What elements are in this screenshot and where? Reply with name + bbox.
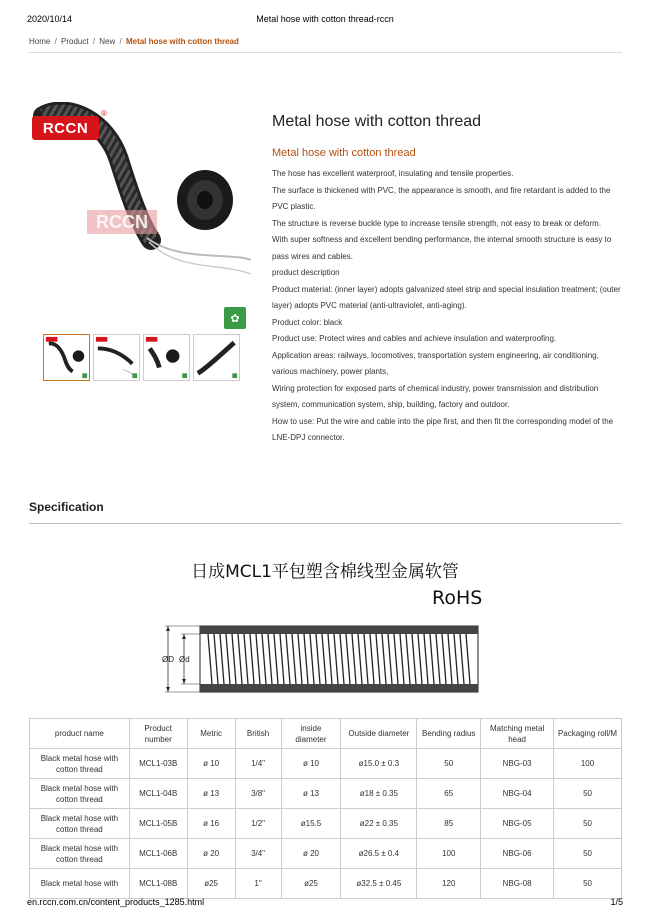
breadcrumb-home[interactable]: Home	[29, 37, 51, 46]
description-line: With super softness and excellent bending performance, the internal smooth structure is easy to pass wires and cables.	[272, 235, 612, 261]
svg-text:RCCN: RCCN	[96, 212, 148, 232]
table-cell: 50	[417, 749, 481, 779]
table-cell: MCL1-06B	[129, 839, 187, 869]
table-cell: Black metal hose with cotton thread	[30, 749, 130, 779]
description-line: Product use: Protect wires and cables and achieve insulation and waterproofing.	[272, 334, 557, 343]
table-cell: ø25	[281, 869, 341, 899]
column-header: Outside diameter	[341, 719, 417, 749]
description-line: The surface is thickened with PVC, the appearance is smooth, and fire retardant is added to the PVC plastic.	[272, 185, 611, 211]
product-subtitle: Metal hose with cotton thread	[272, 147, 416, 159]
table-row	[30, 869, 622, 899]
table-cell: ø15.5	[281, 809, 341, 839]
thumbnail-strip	[43, 334, 240, 381]
outer-diameter-label: ØD	[162, 655, 174, 664]
thumbnail-hose-icon	[144, 335, 189, 380]
table-cell: ø 10	[281, 749, 341, 779]
table-cell: NBG-03	[481, 749, 554, 779]
breadcrumb-new[interactable]: New	[99, 37, 116, 46]
description-line: How to use: Put the wire and cable into the pipe first, and then fit the corresponding model of the LNE-DPJ connector.	[272, 416, 614, 442]
table-cell: 100	[417, 839, 481, 869]
registered-mark: ®	[101, 109, 107, 118]
print-footer	[27, 897, 623, 907]
breadcrumb-current: Metal hose with cotton thread	[125, 37, 239, 46]
column-header: Product number	[129, 719, 187, 749]
table-cell: Black metal hose with cotton thread	[30, 779, 130, 809]
table-cell: NBG-06	[481, 839, 554, 869]
table-cell: 3/8"	[235, 779, 281, 809]
table-cell: Black metal hose with	[30, 869, 130, 899]
thumbnail-2[interactable]	[93, 334, 140, 381]
table-cell: ø22 ± 0.35	[341, 809, 417, 839]
table-cell: ø32.5 ± 0.45	[341, 869, 417, 899]
description-line: Product color: black	[272, 317, 343, 327]
breadcrumb: Home / Product / New / Metal hose with cotton thread	[29, 37, 239, 46]
table-row	[30, 839, 622, 869]
print-header	[0, 14, 650, 28]
specification-heading: Specification	[29, 500, 104, 514]
table-cell: NBG-05	[481, 809, 554, 839]
table-cell: 120	[417, 869, 481, 899]
print-url: en.rccn.com.cn/content_products_1285.html	[27, 897, 205, 907]
table-cell: ø 20	[281, 839, 341, 869]
product-info	[272, 112, 624, 447]
column-header: Matching metal head	[481, 719, 554, 749]
table-cell: ø18 ± 0.35	[341, 779, 417, 809]
table-cell: MCL1-04B	[129, 779, 187, 809]
table-cell: Black metal hose with cotton thread	[30, 809, 130, 839]
table-cell: ø 16	[187, 809, 235, 839]
table-cell: ø 13	[281, 779, 341, 809]
table-header-row	[30, 719, 622, 749]
brand-logo-text: RCCN	[42, 119, 89, 137]
table-cell: 85	[417, 809, 481, 839]
column-header: British	[235, 719, 281, 749]
thumbnail-4[interactable]	[193, 334, 240, 381]
product-title: Metal hose with cotton thread	[272, 113, 482, 130]
column-header: Bending radius	[417, 719, 481, 749]
table-cell: MCL1-05B	[129, 809, 187, 839]
table-cell: ø15.0 ± 0.3	[341, 749, 417, 779]
thumbnail-hose-icon	[94, 335, 139, 380]
table-cell: 1"	[235, 869, 281, 899]
breadcrumb-product[interactable]: Product	[61, 37, 89, 46]
description-line: product description	[272, 268, 340, 277]
description-line: The hose has excellent waterproof, insulating and tensile properties.	[272, 169, 514, 178]
print-date: 2020/10/14	[27, 14, 73, 24]
thumbnail-hose-icon	[44, 335, 89, 380]
inner-diameter-label: Ød	[179, 655, 190, 664]
description-line: Product material: (inner layer) adopts galvanized steel strip and special insulation treatment; (outer layer) adopts PVC material (anti-ultraviolet, anti-aging).	[272, 284, 621, 310]
hose-technical-drawing	[160, 622, 490, 696]
table-cell: ø25	[187, 869, 235, 899]
table-cell: NBG-08	[481, 869, 554, 899]
thumbnail-hose-icon	[194, 335, 239, 380]
column-header: inside diameter	[281, 719, 341, 749]
table-cell: 3/4"	[235, 839, 281, 869]
description-line: Wiring protection for exposed parts of chemical industry, power transmission and distribution system, communication system, ship, building, factory and outdoor.	[272, 383, 599, 409]
table-cell: MCL1-03B	[129, 749, 187, 779]
rohs-label: RoHS	[432, 587, 483, 609]
table-row	[30, 749, 622, 779]
thumbnail-1[interactable]	[43, 334, 90, 381]
table-cell: 1/2"	[235, 809, 281, 839]
column-header: product name	[30, 719, 130, 749]
table-cell: 50	[554, 869, 622, 899]
thumbnail-3[interactable]	[143, 334, 190, 381]
print-page-number: 1/5	[610, 897, 623, 907]
drawing-title: 日成MCL1平包塑含棉线型金属软管	[191, 562, 459, 582]
brand-logo	[32, 116, 99, 140]
eco-badge-icon: ✿	[224, 307, 246, 329]
table-cell: 50	[554, 779, 622, 809]
product-description	[272, 166, 624, 447]
description-line: Application areas: railways, locomotives, transportation system engineering, air conditioning, various machinery, power plants,	[272, 350, 599, 376]
breadcrumb-divider	[29, 52, 622, 53]
table-cell: 100	[554, 749, 622, 779]
table-cell: Black metal hose with cotton thread	[30, 839, 130, 869]
table-cell: NBG-04	[481, 779, 554, 809]
table-cell: ø 20	[187, 839, 235, 869]
column-header: Packaging roll/M	[554, 719, 622, 749]
print-page-title: Metal hose with cotton thread-rccn	[256, 14, 394, 24]
table-cell: ø26.5 ± 0.4	[341, 839, 417, 869]
table-cell: 65	[417, 779, 481, 809]
table-cell: MCL1-08B	[129, 869, 187, 899]
table-cell: 50	[554, 839, 622, 869]
column-header: Metric	[187, 719, 235, 749]
description-line: The structure is reverse buckle type to increase tensile strength, not easy to break or deform.	[272, 218, 602, 228]
table-row	[30, 779, 622, 809]
table-row	[30, 809, 622, 839]
specification-divider	[29, 523, 622, 524]
table-cell: ø 10	[187, 749, 235, 779]
specification-table	[29, 718, 622, 899]
table-cell: 50	[554, 809, 622, 839]
table-cell: ø 13	[187, 779, 235, 809]
table-cell: 1/4"	[235, 749, 281, 779]
